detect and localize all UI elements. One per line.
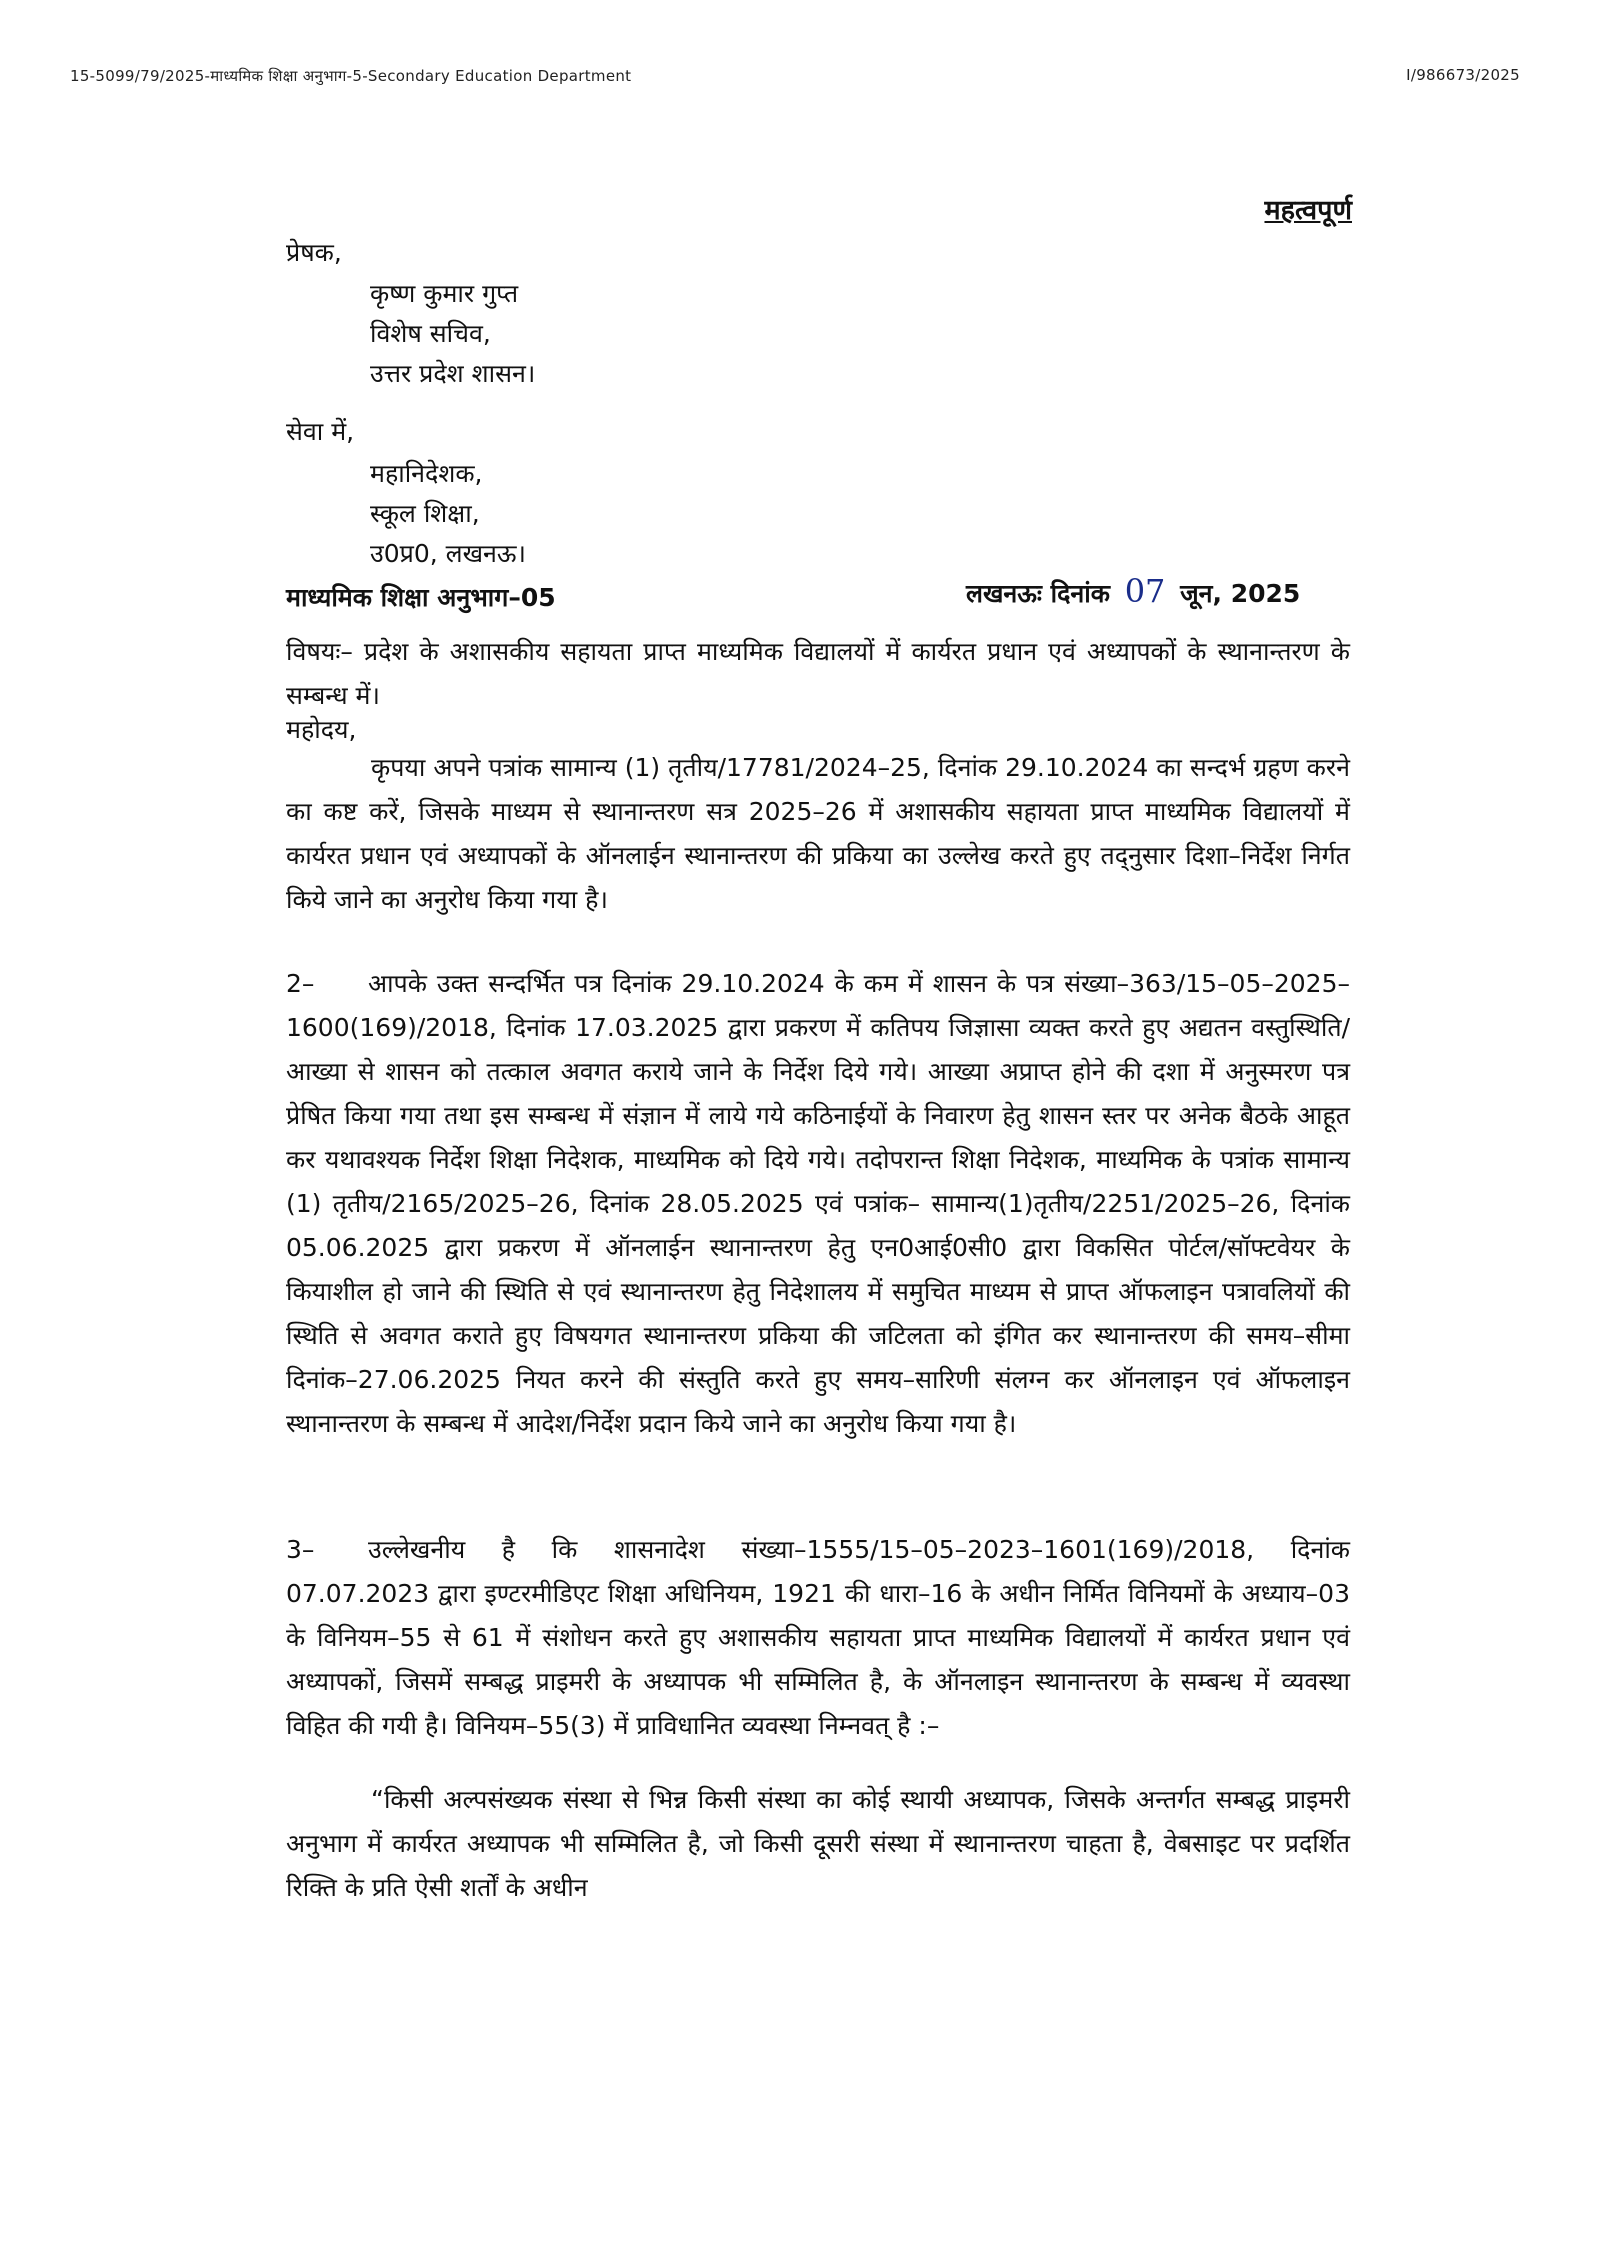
- salutation: महोदय,: [286, 715, 357, 744]
- subject-label: विषयः–: [286, 637, 353, 666]
- recipient-label: सेवा में,: [286, 417, 355, 446]
- sender-name: कृष्ण कुमार गुप्त: [370, 279, 519, 308]
- paragraph-1: कृपया अपने पत्रांक सामान्य (1) तृतीय/17781/2024–25, दिनांक 29.10.2024 का सन्दर्भ ग्रहण करने का कष्ट करें, जिसके माध्यम से स्थानान्तरण सत्र 2025–26 में अशासकीय सहायता प्राप्त माध्यमिक विद्यालयों में कार्यरत प्रधान एवं अध्यापकों के ऑनलाईन स्थानान्तरण की प्रकिया का उल्लेख करते हुए तद्नुसार दिशा–निर्देश निर्गत किये जाने का अनुरोध किया गया है।: [286, 753, 1350, 914]
- section-name: माध्यमिक शिक्षा अनुभाग–05: [286, 583, 556, 612]
- date-prefix: लखनऊः दिनांक: [966, 579, 1110, 608]
- paragraph-3-text: उल्लेखनीय है कि शासनादेश संख्या–1555/15–05–2023–1601(169)/2018, दिनांक 07.07.2023 द्वारा इण्टरमीडिएट शिक्षा अधिनियम, 1921 की धारा–16 के अधीन निर्मित विनियमों के अध्याय–03 के विनियम–55 से 61 में संशोधन करते हुए अशासकीय सहायता प्राप्त माध्यमिक विद्यालयों में कार्यरत प्रधान एवं अध्यापकों, जिसमें सम्बद्ध प्राइमरी के अध्यापक भी सम्मिलित है, के ऑनलाइन स्थानान्तरण के सम्बन्ध में व्यवस्था विहित की गयी है। विनियम–55(3) में प्राविधानित व्यवस्था निम्नवत् है :–: [286, 1535, 1350, 1740]
- file-reference: 15-5099/79/2025-माध्यमिक शिक्षा अनुभाग-5-Secondary Education Department: [70, 67, 632, 85]
- paragraph-2: [286, 962, 1350, 1446]
- paragraph-2-number: 2–: [286, 969, 315, 998]
- subject-text: प्रदेश के अशासकीय सहायता प्राप्त माध्यमिक विद्यालयों में कार्यरत प्रधान एवं अध्यापकों के स्थानान्तरण के सम्बन्ध में।: [286, 637, 1350, 710]
- recipient-department: स्कूल शिक्षा,: [370, 499, 480, 528]
- paragraph-3: [286, 1528, 1350, 1748]
- letter-date: [966, 572, 1300, 610]
- sender-label: प्रेषक,: [286, 238, 342, 267]
- sender-designation: विशेष सचिव,: [370, 319, 491, 348]
- sender-office: उत्तर प्रदेश शासन।: [370, 359, 536, 388]
- important-label: महत्वपूर्ण: [1264, 195, 1352, 226]
- receipt-number: I/986673/2025: [1406, 66, 1520, 84]
- paragraph-2-text: आपके उक्त सन्दर्भित पत्र दिनांक 29.10.2024 के कम में शासन के पत्र संख्या–363/15–05–2025–1600(169)/2018, दिनांक 17.03.2025 द्वारा प्रकरण में कतिपय जिज्ञासा व्यक्त करते हुए अद्यतन वस्तुस्थिति/आख्या से शासन को तत्काल अवगत कराये जाने के निर्देश दिये गये। आख्या अप्राप्त होने की दशा में अनुस्मरण पत्र प्रेषित किया गया तथा इस सम्बन्ध में संज्ञान में लाये गये कठिनाईयों के निवारण हेतु शासन स्तर पर अनेक बैठके आहूत कर यथावश्यक निर्देश शिक्षा निदेशक, माध्यमिक को दिये गये। तदोपरान्त शिक्षा निदेशक, माध्यमिक के पत्रांक सामान्य (1) तृतीय/2165/2025–26, दिनांक 28.05.2025 एवं पत्रांक– सामान्य(1)तृतीय/2251/2025–26, दिनांक 05.06.2025 द्वारा प्रकरण में ऑनलाईन स्थानान्तरण हेतु एन0आई0सी0 द्वारा विकसित पोर्टल/सॉफ्टवेयर के कियाशील हो जाने की स्थिति से एवं स्थानान्तरण हेतु निदेशालय में समुचित माध्यम से प्राप्त ऑफलाइन पत्रावलियों की स्थिति से अवगत कराते हुए विषयगत स्थानान्तरण प्रकिया की जटिलता को इंगित कर स्थानान्तरण की समय–सीमा दिनांक–27.06.2025 नियत करने की संस्तुति करते हुए समय–सारिणी संलग्न कर ऑनलाइन एवं ऑफलाइन स्थानान्तरण के सम्बन्ध में आदेश/निर्देश प्रदान किये जाने का अनुरोध किया गया है।: [286, 969, 1350, 1438]
- quoted-regulation: “किसी अल्पसंख्यक संस्था से भिन्न किसी संस्था का कोई स्थायी अध्यापक, जिसके अन्तर्गत सम्बद्ध प्राइमरी अनुभाग में कार्यरत अध्यापक भी सम्मिलित है, जो किसी दूसरी संस्था में स्थानान्तरण चाहता है, वेबसाइट पर प्रदर्शित रिक्ति के प्रति ऐसी शर्तों के अधीन: [286, 1785, 1350, 1902]
- recipient-designation: महानिदेशक,: [370, 459, 483, 488]
- subject: [286, 630, 1350, 718]
- date-suffix: जून, 2025: [1180, 579, 1301, 608]
- paragraph-3-number: 3–: [286, 1535, 315, 1564]
- recipient-place: उ0प्र0, लखनऊ।: [370, 539, 527, 568]
- handwritten-day: 07: [1124, 572, 1166, 610]
